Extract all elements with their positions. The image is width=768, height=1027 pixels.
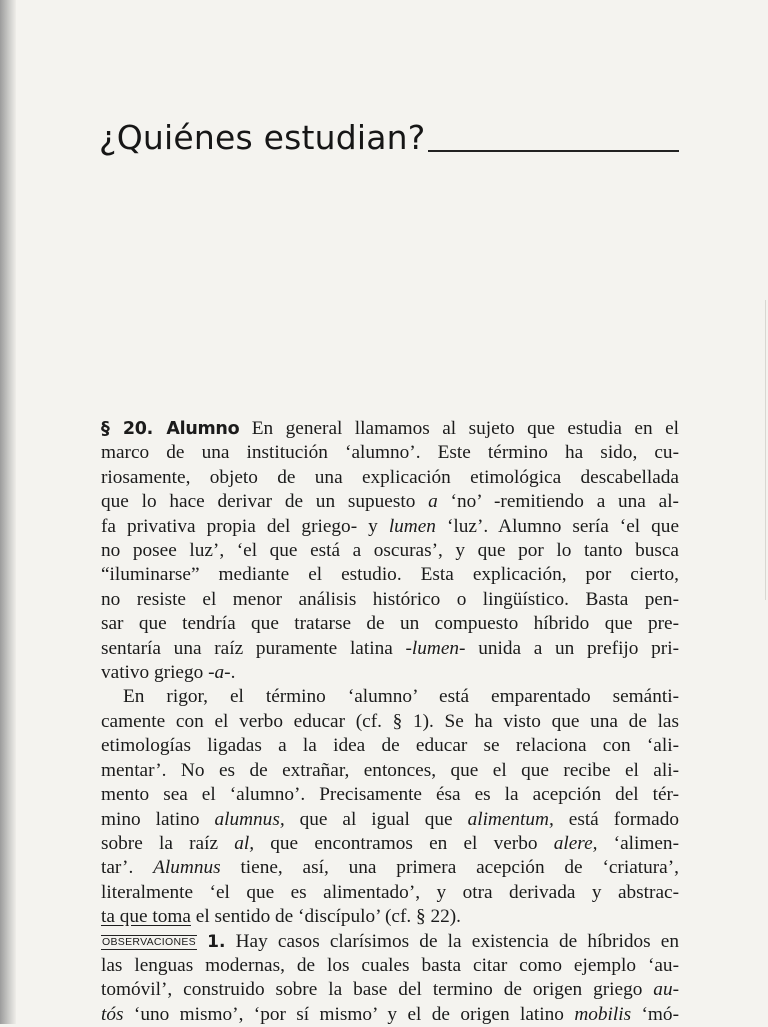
- text-line: fa privativa propia del griego- y lumen ‘luz’. Alumno sería ‘el que: [101, 515, 680, 537]
- text-line: no posee luz’, ‘el que está a oscuras’, y que por lo tanto busca: [101, 540, 679, 562]
- text-line: que lo hace derivar de un supuesto a ‘no’ -remitiendo a una al-: [101, 491, 679, 513]
- text-line: no resiste el menor análisis histórico o lingüístico. Basta pen-: [101, 588, 679, 610]
- text-line: sar que tendría que tratarse de un compuesto híbrido que pre-: [101, 613, 679, 635]
- chapter-heading: [99, 118, 679, 158]
- text-line: ta que toma el sentido de ‘discípulo’ (cf. § 22).: [101, 906, 461, 928]
- observation-number: 1.: [207, 931, 226, 952]
- underlined-phrase: ta que toma: [101, 906, 191, 928]
- text-line: sentaría una raíz puramente latina -lumen- unida a un prefijo pri-: [101, 637, 679, 659]
- text-line: vativo griego -a-.: [101, 662, 236, 684]
- text-line: tós ‘uno mismo’, ‘por sí mismo’ y el de origen latino mobilis ‘mó-: [101, 1003, 679, 1025]
- chapter-title: ¿Quiénes estudian?: [99, 118, 426, 157]
- observaciones-badge: OBSERVACIONES: [102, 935, 196, 948]
- text-line: tar’. Alumnus tiene, así, una primera acepción de ‘criatura’,: [101, 857, 679, 879]
- text-line: § 20. Alumno En general llamamos al sujeto que estudia en el: [101, 418, 679, 439]
- text-line: marco de una institución ‘alumno’. Este término ha sido, cu-: [101, 442, 679, 464]
- text-line: literalmente ‘el que es alimentado’, y otra derivada y abstrac-: [101, 881, 679, 903]
- text-line: las lenguas modernas, de los cuales basta citar como ejemplo ‘au-: [101, 954, 679, 976]
- text-line: camente con el verbo educar (cf. § 1). Se ha visto que una de las: [101, 710, 679, 732]
- text-line: sobre la raíz al, que encontramos en el verbo alere, ‘alimen-: [101, 832, 679, 854]
- text-line: mino latino alumnus, que al igual que alimentum, está formado: [101, 808, 680, 830]
- section-label: § 20. Alumno: [101, 419, 240, 439]
- text-line: etimologías ligadas a la idea de educar se relaciona con ‘ali-: [101, 735, 679, 757]
- text-line: riosamente, objeto de una explicación etimológica descabellada: [101, 466, 679, 488]
- text-line: mento sea el ‘alumno’. Precisamente ésa es la acepción del tér-: [101, 784, 679, 806]
- text-line: En rigor, el término ‘alumno’ está emparentado semánti-: [123, 686, 679, 708]
- text-line: mentar’. No es de extrañar, entonces, que el que recibe el ali-: [101, 759, 679, 781]
- text-line: “iluminarse” mediante el estudio. Esta explicación, por cierto,: [101, 564, 679, 586]
- section-body: [101, 417, 679, 1027]
- text-line: OBSERVACIONES 1. Hay casos clarísimos de la existencia de híbridos en: [102, 930, 679, 952]
- book-gutter-shadow: [0, 0, 16, 1024]
- page-edge-line: [765, 300, 766, 600]
- title-underline-rule: [428, 150, 680, 152]
- text-line: tomóvil’, construido sobre la base del termino de origen griego au-: [101, 979, 679, 1001]
